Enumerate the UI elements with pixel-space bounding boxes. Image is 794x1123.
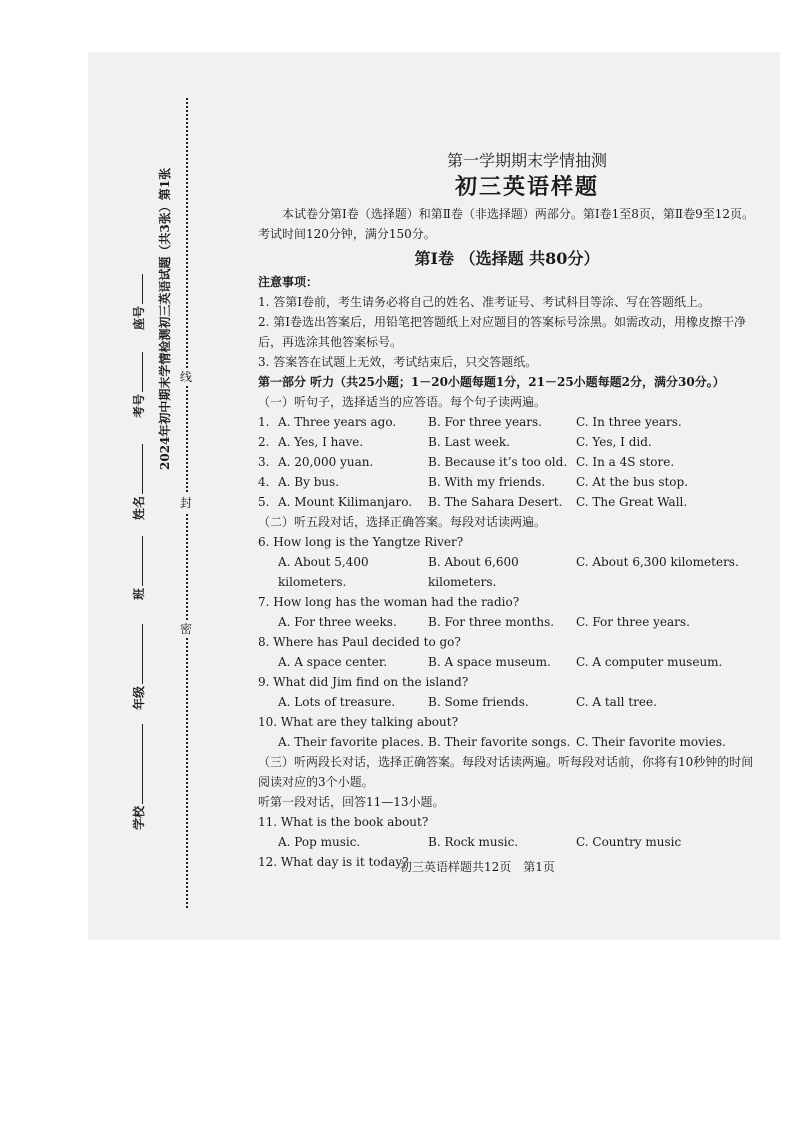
- question-options: [258, 652, 756, 672]
- option-b: B. Some friends.: [428, 695, 529, 709]
- question-number: 2.: [258, 435, 270, 449]
- option-b: B. Last week.: [428, 435, 510, 449]
- option-b: B. A space museum.: [428, 655, 551, 669]
- seal-mark-secret: 密: [180, 622, 193, 636]
- option-a: A. 20,000 yuan.: [278, 455, 374, 469]
- option-a: A. Mount Kilimanjaro.: [278, 495, 413, 509]
- exam-intro: 本试卷分第Ⅰ卷（选择题）和第Ⅱ卷（非选择题）两部分。第Ⅰ卷1至8页，第Ⅱ卷9至12页。考试时间120分钟，满分150分。: [258, 207, 754, 241]
- question-stem: 8. Where has Paul decided to go?: [258, 635, 461, 649]
- question-options: [258, 692, 756, 712]
- option-c: C. A tall tree.: [576, 695, 657, 709]
- question-stem: 7. How long has the woman had the radio?: [258, 595, 520, 609]
- volume-heading: 第Ⅰ卷 （选择题 共80分）: [414, 249, 600, 268]
- option-c: C. In three years.: [576, 415, 682, 429]
- section3-heading: （三）听两段长对话，选择正确答案。每段对话读两遍。听每段对话前，你将有10秒钟的时间阅读对应的3个小题。: [258, 755, 754, 789]
- option-c: C. At the bus stop.: [576, 475, 689, 489]
- question-row: [258, 452, 756, 472]
- option-c: C. A computer museum.: [576, 655, 723, 669]
- option-a: A. For three weeks.: [278, 615, 397, 629]
- grade-field[interactable]: [130, 570, 147, 710]
- class-label: 班: [132, 587, 146, 600]
- question-options: [258, 552, 756, 592]
- option-a: A. Lots of treasure.: [278, 695, 396, 709]
- exam-subtitle: 初三英语样题: [454, 174, 599, 200]
- section2-heading: （二）听五段对话，选择正确答案。每段对话读两遍。: [258, 515, 547, 529]
- name-label: 姓名: [132, 495, 146, 520]
- option-a: A. Yes, I have.: [278, 435, 364, 449]
- question-row: [258, 412, 756, 432]
- seal-mark-seal: 封: [180, 496, 193, 510]
- question-stem: 11. What is the book about?: [258, 815, 429, 829]
- option-c: C. For three years.: [576, 615, 690, 629]
- option-a: A. A space center.: [278, 655, 388, 669]
- note-item: 1. 答第Ⅰ卷前，考生请务必将自己的姓名、准考证号、考试科目等涂、写在答题纸上。: [258, 295, 711, 309]
- question-stem: 12. What day is it today?: [258, 855, 409, 869]
- notes-title: 注意事项：: [258, 275, 319, 289]
- option-b: B. Their favorite songs.: [428, 735, 571, 749]
- question-number: 4.: [258, 475, 270, 489]
- question-options: [258, 832, 756, 852]
- question-number: 3.: [258, 455, 270, 469]
- seat-number-label: 座号: [132, 305, 146, 330]
- question-row: [258, 432, 756, 452]
- section3-intro: 听第一段对话，回答11—13小题。: [258, 795, 445, 809]
- option-a: A. Their favorite places.: [278, 735, 424, 749]
- note-item: 3. 答案答在试题上无效，考试结束后，只交答题纸。: [258, 355, 538, 369]
- question-row: [258, 492, 756, 512]
- page-footer: 初三英语样题共12页 第1页: [400, 860, 555, 874]
- option-a: A. About 5,400 kilometers.: [278, 555, 369, 589]
- option-b: B. With my friends.: [428, 475, 546, 489]
- seal-mark-line: 线: [180, 370, 193, 384]
- option-b: B. Because it’s too old.: [428, 455, 568, 469]
- option-a: A. Pop music.: [278, 835, 361, 849]
- question-stem: 9. What did Jim find on the island?: [258, 675, 469, 689]
- question-row: [258, 472, 756, 492]
- exam-title: 第一学期期末学情抽测: [446, 151, 607, 170]
- exam-number-label: 考号: [132, 393, 146, 418]
- question-stem: 6. How long is the Yangtze River?: [258, 535, 464, 549]
- side-exam-title: [156, 168, 173, 470]
- option-a: A. Three years ago.: [278, 415, 397, 429]
- option-b: B. The Sahara Desert.: [428, 495, 563, 509]
- section1-heading: （一）听句子，选择适当的应答语。每个句子读两遍。: [258, 395, 547, 409]
- option-b: B. For three years.: [428, 415, 542, 429]
- question-options: [258, 732, 756, 752]
- option-b: B. Rock music.: [428, 835, 519, 849]
- school-label: 学校: [132, 805, 146, 830]
- option-c: C. The Great Wall.: [576, 495, 688, 509]
- option-a: A. By bus.: [278, 475, 340, 489]
- question-options: [258, 612, 756, 632]
- question-number: 5.: [258, 495, 270, 509]
- part1-heading: 第一部分 听力（共25小题；1－20小题每题1分，21－25小题每题2分，满分30分。）: [258, 375, 725, 389]
- note-item: 2. 第Ⅰ卷选出答案后，用铅笔把答题纸上对应题目的答案标号涂黑。如需改动，用橡皮擦干净后，再选涂其他答案标号。: [258, 315, 747, 349]
- side-exam-title-text: 2024年初中期末学情检测初三英语试题（共3张）第1张: [158, 167, 172, 470]
- question-stem: 10. What are they talking about?: [258, 715, 458, 729]
- option-c: C. About 6,300 kilometers.: [576, 555, 739, 569]
- option-c: C. Yes, I did.: [576, 435, 652, 449]
- grade-label: 年级: [132, 685, 146, 710]
- option-c: C. Country music: [576, 835, 682, 849]
- option-b: B. About 6,600 kilometers.: [428, 555, 519, 589]
- school-field[interactable]: [130, 690, 147, 830]
- option-c: C. In a 4S store.: [576, 455, 675, 469]
- question-number: 1.: [258, 415, 270, 429]
- option-b: B. For three months.: [428, 615, 555, 629]
- option-c: C. Their favorite movies.: [576, 735, 726, 749]
- exam-content: [258, 150, 756, 872]
